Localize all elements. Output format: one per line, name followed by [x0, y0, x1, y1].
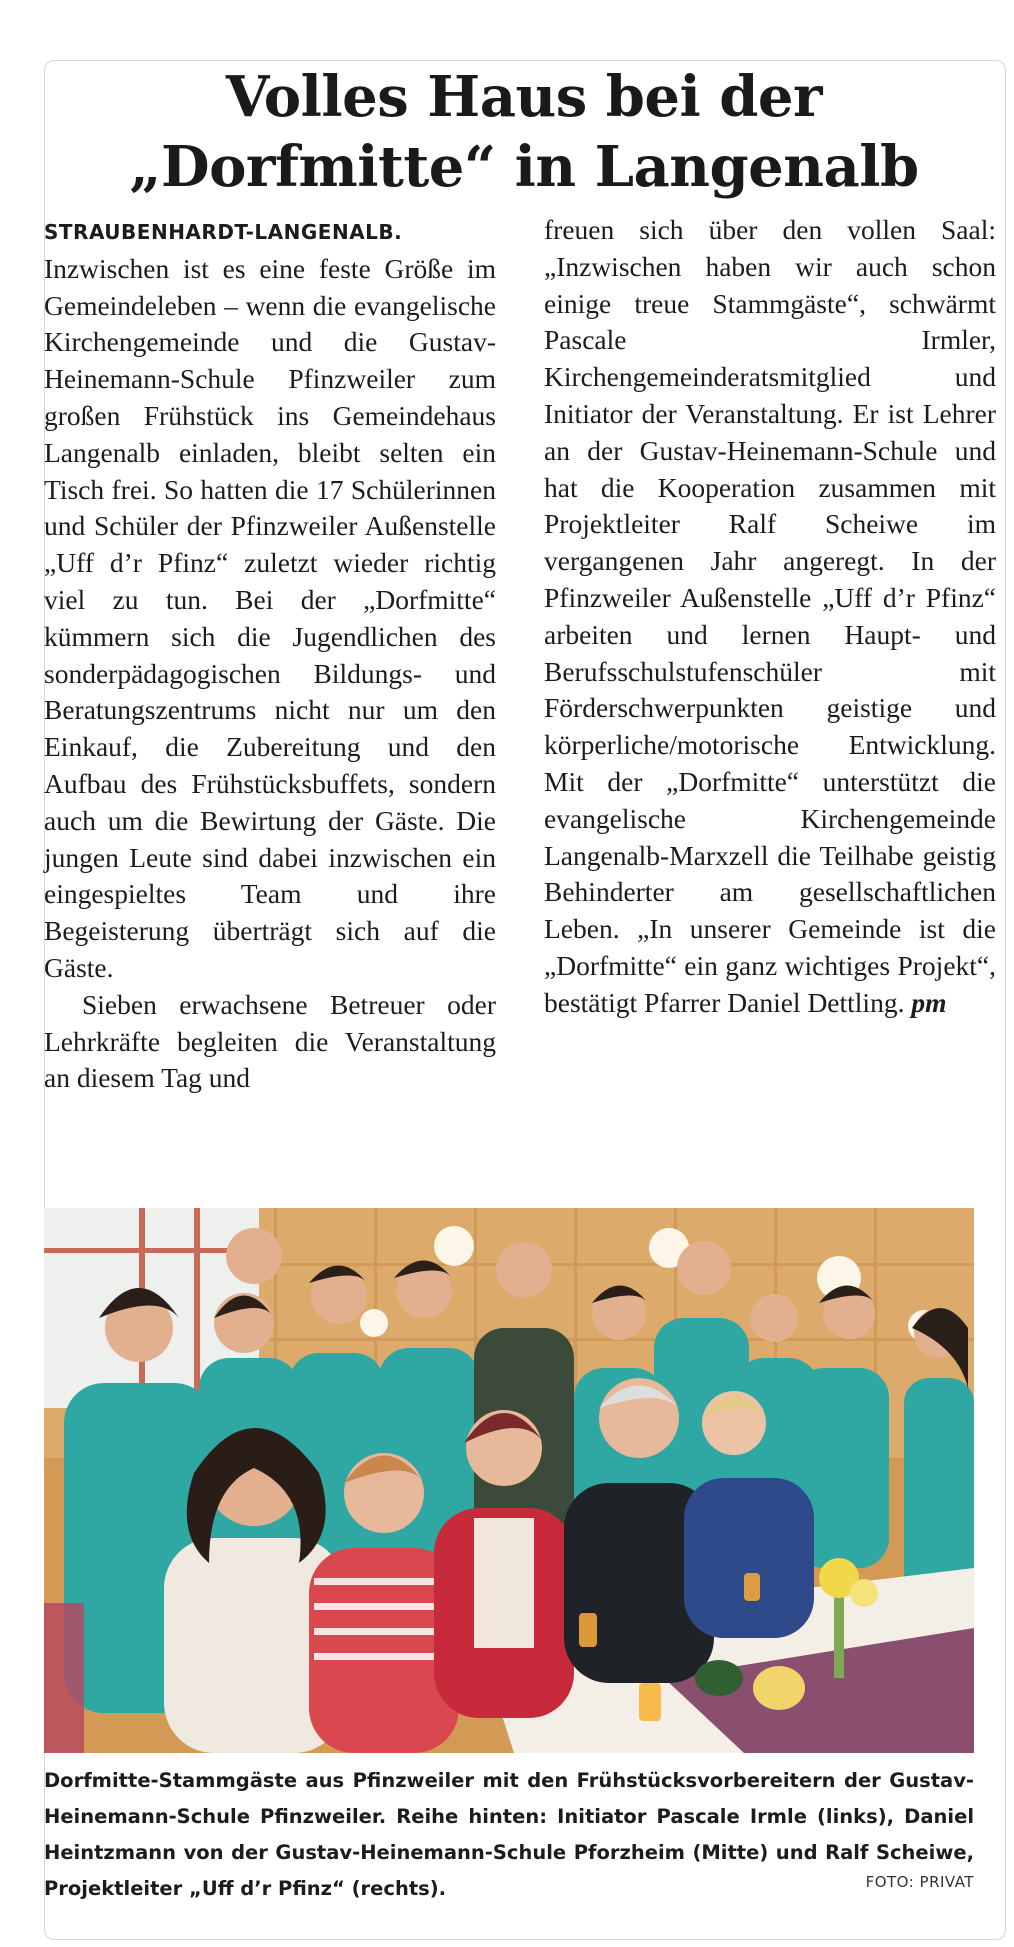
- paragraph-3-text: freuen sich über den vollen Saal: „Inzwischen haben wir auch schon einige treue Stammgäste“, schwärmt Pascale Irmler, Kirchengemeinderatsmitglied und Initiator der Veranstaltung. Er ist Lehrer an der Gustav-Heinemann-Schule und hat die Kooperation zusammen mit Projektleiter Ralf Scheiwe im vergangenen Jahr angeregt. In der Pfinzweiler Außenstelle „Uff d’r Pfinz“ arbeiten und lernen Haupt- und Berufsschulstufenschüler mit Förderschwerpunkten geistige und körperliche/motorische Entwicklung. Mit der „Dorfmitte“ unterstützt die evangelische Kirchengemeinde Langenalb-Marxzell die Teilhabe geistig Behinderter am gesellschaftlichen Leben. „In unserer Gemeinde ist die „Dorfmitte“ ein ganz wichtiges Projekt“, bestätigt Pfarrer Daniel Dettling.: [544, 214, 996, 1018]
- paragraph-1: [44, 212, 496, 987]
- headline-line-2: „Dorfmitte“ in Langenalb: [129, 134, 919, 200]
- author-signature: pm: [911, 986, 947, 1018]
- article-column-left: [44, 212, 496, 1097]
- paragraph-1-text: Inzwischen ist es eine feste Größe im Gemeindeleben – wenn die evangelische Kirchengemeinde und die Gustav-Heinemann-Schule Pfinzweiler zum großen Frühstück ins Gemeindehaus Langenalb einladen, bleibt selten ein Tisch frei. So hatten die 17 Schülerinnen und Schüler der Pfinzweiler Außenstelle „Uff d’r Pfinz“ zuletzt wieder richtig viel zu tun. Bei der „Dorfmitte“ kümmern sich die Jugendlichen des sonderpädagogischen Bildungs- und Beratungszentrums nicht nur um den Einkauf, die Zubereitung und den Aufbau des Frühstücksbuffets, sondern auch um die Bewirtung der Gäste. Die jungen Leute sind dabei inzwischen ein eingespieltes Team und ihre Begeisterung überträgt sich auf die Gäste.: [44, 252, 496, 983]
- group-photo: [44, 1208, 974, 1753]
- photo-caption: Dorfmitte-Stammgäste aus Pfinzweiler mit den Frühstücksvorbereitern der Gustav-Heinemann-Schule Pfinzweiler. Reihe hinten: Initiator Pascale Irmle (links), Daniel Heintzmann von der Gustav-Heinemann-Schule Pforzheim (Mitte) und Ralf Scheiwe, Projektleiter „Uff d’r Pfinz“ (rechts).: [44, 1769, 974, 1900]
- headline-line-1: Volles Haus bei der: [225, 64, 823, 130]
- paragraph-3: [544, 212, 996, 1022]
- headline: [44, 62, 1004, 202]
- dateline: STRAUBENHARDT-LANGENALB.: [44, 220, 403, 244]
- article-column-right: [544, 212, 996, 1022]
- photo-credit: FOTO: PRIVAT: [865, 1873, 974, 1891]
- paragraph-2: Sieben erwachsene Betreuer oder Lehrkräfte begleiten die Veranstaltung an diesem Tag und: [44, 988, 496, 1094]
